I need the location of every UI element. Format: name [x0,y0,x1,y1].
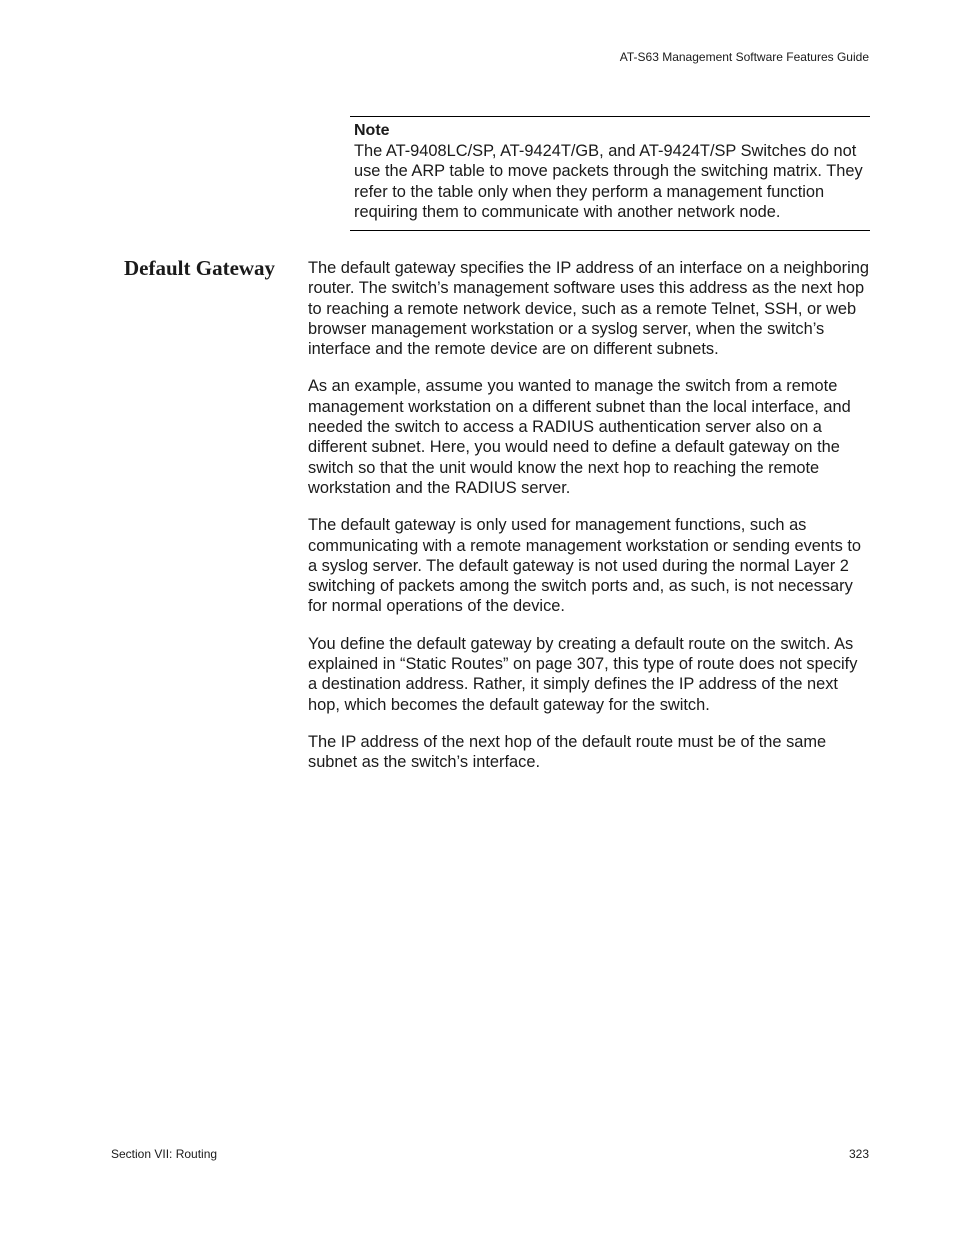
body-column [308,258,870,790]
body-paragraph-1: The default gateway specifies the IP address of an interface on a neighboring router. The switch’s management software uses this address as the next hop to reaching a remote network device, such as a remote Telnet, SSH, or web browser management workstation or a syslog server, when the switch’s interface and the remote device are on different subnets. [308,259,869,359]
footer-section-label: Section VII: Routing [111,1147,218,1161]
section-heading: Default Gateway [124,256,276,280]
note-title: Note [354,122,390,139]
body-paragraph-5: The IP address of the next hop of the default route must be of the same subnet as the switch’s interface. [308,732,827,772]
body-paragraph-4: You define the default gateway by creating a default route on the switch. As explained in “Static Routes” on page 307, this type of route does not specify a destination address. Rather, it simply defines the IP address of the next hop, which becomes the default gateway for the switch. [308,634,858,714]
note-text: The AT-9408LC/SP, AT-9424T/GB, and AT-9424T/SP Switches do not use the ARP table to move packets through the switching matrix. They refer to the table only when they perform a management function requiring them to communicate with another network node. [354,142,863,222]
body-paragraph-3: The default gateway is only used for management functions, such as communicating with a remote management workstation or sending events to a syslog server. The default gateway is not used during the normal Layer 2 switching of packets among the switch ports and, as such, is not necessary for normal operations of the device. [308,516,862,616]
footer-page-number: 323 [848,1147,869,1161]
running-header: AT-S63 Management Software Features Guide [619,50,869,64]
body-paragraph-2: As an example, assume you wanted to manage the switch from a remote management workstation on a different subnet than the local interface, and needed the switch to access a RADIUS authentication server also on a different subnet. Here, you would need to define a default gateway on the switch so that the unit would know the next hop to reaching the remote workstation and the RADIUS server. [308,377,851,497]
note-box [350,116,870,231]
